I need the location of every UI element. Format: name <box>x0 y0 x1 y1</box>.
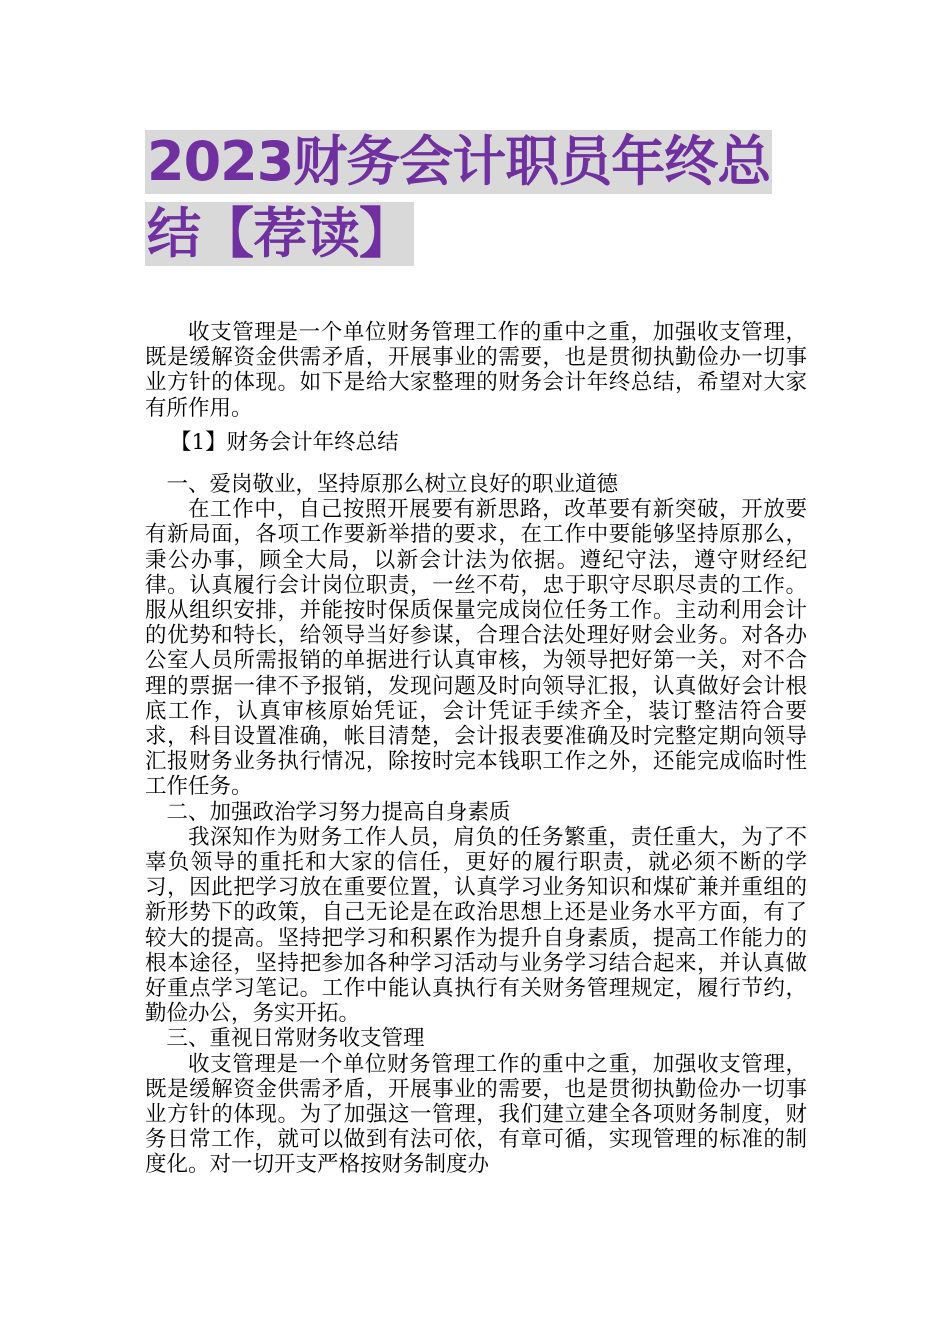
main-content <box>145 472 807 1178</box>
section-heading-1: 一、爱岗敬业，坚持原那么树立良好的职业道德 <box>166 472 619 497</box>
intro-paragraph <box>145 320 807 421</box>
section-body-1: 在工作中，自己按照开展要有新思路，改革要有新突破，开放要有新局面，各项工作要新举措的要求，在工作中要能够坚持原那么，秉公办事，顾全大局，以新会计法为依据。遵纪守法，遵守财经纪律。认真履行会计岗位职责，一丝不苟，忠于职守尽职尽责的工作。服从组织安排，并能按时保质保量完成岗位任务工作。主动利用会计的优势和特长，给领导当好参谋，合理合法处理好财会业务。对各办公室人员所需报销的单据进行认真审核，为领导把好第一关，对不合理的票据一律不予报销，发现问题及时向领导汇报，认真做好会计根底工作，认真审核原始凭证，会计凭证手续齐全，装订整洁符合要求，科目设置准确，帐目清楚，会计报表要准确及时完整定期向领导汇报财务业务执行情况，除按时完本钱职工作之外，还能完成临时性工作任务。 <box>145 497 807 800</box>
document-title-line-1: 2023财务会计职员年终总 <box>147 130 771 193</box>
section-body-3: 收支管理是一个单位财务管理工作的重中之重，加强收支管理，既是缓解资金供需矛盾，开展事业的需要，也是贯彻执勤俭办一切事业方针的体现。为了加强这一管理，我们建立建全各项财务制度，财务日常工作，就可以做到有法可依，有章可循，实现管理的标准的制度化。对一切开支严格按财务制度办 <box>145 1051 807 1178</box>
section-heading-3: 三、重视日常财务收支管理 <box>166 1026 425 1052</box>
intro-text: 收支管理是一个单位财务管理工作的重中之重，加强收支管理，既是缓解资金供需矛盾，开展事业的需要，也是贯彻执勤俭办一切事业方针的体现。如下是给大家整理的财务会计年终总结，希望对大家有所作用。 <box>145 320 807 421</box>
document-title-line-2: 结【荐读】 <box>147 202 412 265</box>
section-label: 【1】财务会计年终总结 <box>170 430 399 455</box>
section-heading-2: 二、加强政治学习努力提高自身素质 <box>166 799 511 825</box>
section-body-2: 我深知作为财务工作人员，肩负的任务繁重，责任重大，为了不辜负领导的重托和大家的信任，更好的履行职责，就必须不断的学习，因此把学习放在重要位置，认真学习业务知识和煤矿兼并重组的新形势下的政策，自己无论是在政治思想上还是业务水平方面，有了较大的提高。坚持把学习和积累作为提升自身素质，提高工作能力的根本途径，坚持把参加各种学习活动与业务学习结合起来，并认真做好重点学习笔记。工作中能认真执行有关财务管理规定，履行节约，勤俭办公，务实开拓。 <box>145 824 807 1027</box>
